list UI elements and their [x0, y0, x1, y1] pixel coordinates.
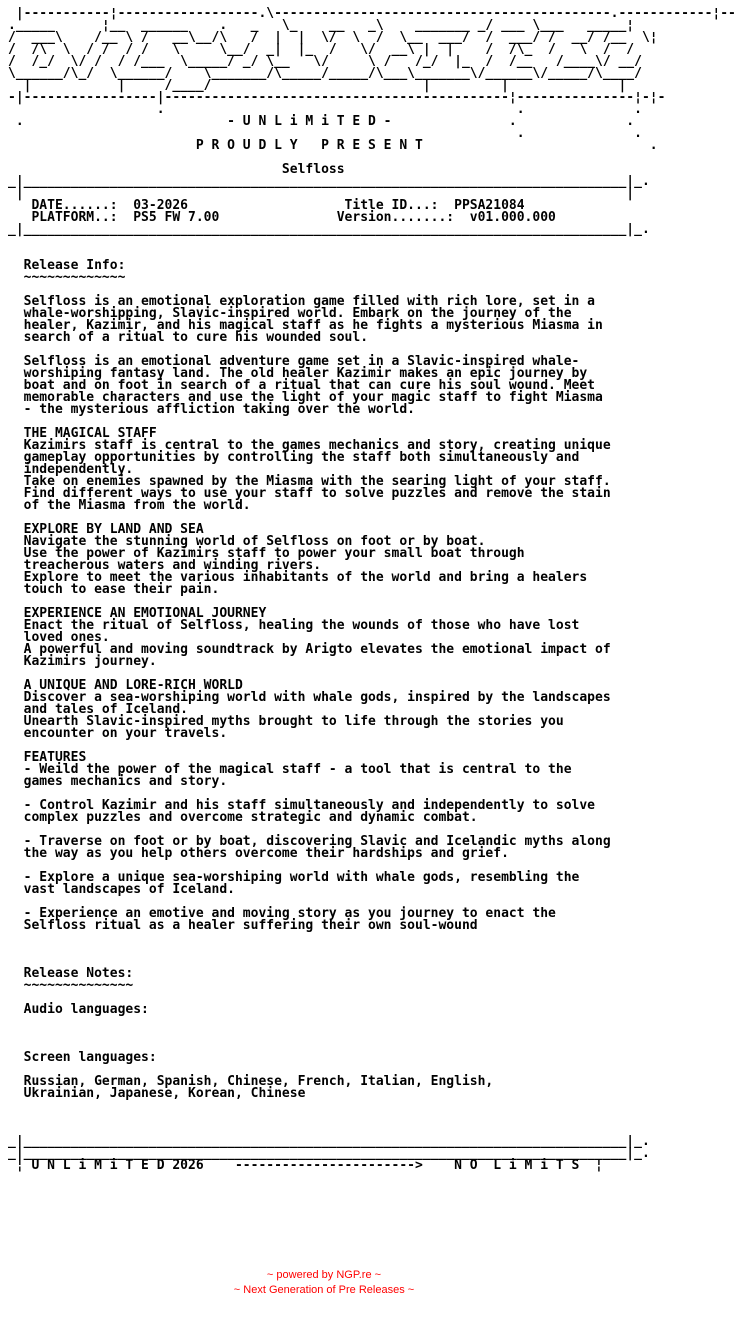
footer-credits [0, 1268, 648, 1298]
tagline-text: ~ Next Generation of Pre Releases ~ [233, 1284, 415, 1296]
nfo-text: |-----------¦------------------.\-------------------------------------------.------------¦-- ._____ ¦__ ______ . _ \_ __ _\ _______ _/ ___ \___ _____¦ / ___\ /__ \ / __\__/\ / | | \/ \ / \__ ___/ / ___/ / __/ /__ \¦ / /\ \ / / / / \ \__/ _| |_ / \/ __\ | | / /\_ / \ / / / /_/ \/ / / /___ \_____/ _/ \__ \/ \ / /_/ |_ / /__ /____\/ __/ \______/\_/ \______/ \_______/\_____/_____/\___\_______\/______\/_____/\____/ | | /____/ | | | -|-----------------|--------------------------------------------¦---------------¦-¦- . . . . - U N L i M i T E D - . . . . P R O U D L Y P R E S E N T . Selfloss _|_____________________________________________________________________________|_. | | DATE......: 03-2026 Title ID...: PPSA21084 PLATFORM..: PS5 FW 7.00 Version.......: v01.000.000 _|_____________________________________________________________________________|_. Release Info: ~~~~~~~~~~~~~ Selfloss is an emotional exploration game filled with rich lore, set in a whale-worshipping, Slavic-inspired world. Embark on the journey of the healer, Kazimir, and his magical staff as he fights a mysterious Miasma in search of a ritual to cure his wounded soul. Selfloss is an emotional adventure game set in a Slavic-inspired whale- worshiping fantasy land. The old healer Kazimir makes an epic journey by boat and on foot in search of a ritual that can cure his soul wound. Meet memorable characters and use the light of your magic staff to fight Miasma - the mysterious affliction taking over the world. THE MAGICAL STAFF Kazimirs staff is central to the games mechanics and story, creating unique gameplay opportunities by controlling the staff both simultaneously and independently. Take on enemies spawned by the Miasma with the searing light of your staff. Find different ways to use your staff to solve puzzles and remove the stain of the Miasma from the world. EXPLORE BY LAND AND SEA Navigate the stunning world of Selfloss on foot or by boat. Use the power of Kazimirs staff to power your small boat through treacherous waters and winding rivers. Explore to meet the various inhabitants of the world and bring a healers touch to ease their pain. EXPERIENCE AN EMOTIONAL JOURNEY Enact the ritual of Selfloss, healing the wounds of those who have lost loved ones. A powerful and moving soundtrack by Arigto elevates the emotional impact of Kazimirs journey. A UNIQUE AND LORE-RICH WORLD Discover a sea-worshiping world with whale gods, inspired by the landscapes and tales of Iceland. Unearth Slavic-inspired myths brought to life through the stories you encounter on your travels. FEATURES - Weild the power of the magical staff - a tool that is central to the games mechanics and story. - Control Kazimir and his staff simultaneously and independently to solve complex puzzles and overcome strategic and dynamic combat. - Traverse on foot or by boat, discovering Slavic and Icelandic myths along the way as you help others overcome their hardships and grief. - Explore a unique sea-worshiping world with whale gods, resembling the vast landscapes of Iceland. - Experience an emotive and moving story as you journey to enact the Selfloss ritual as a healer suffering their own soul-wound Release Notes: ~~~~~~~~~~~~~~ Audio languages: Screen languages: Russian, German, Spanish, Chinese, French, Italian, English, Ukrainian, Japanese, Korean, Chinese _|_____________________________________________________________________________|_. _|_____________________________________________________________________________|_. ¦ U N L i M i T E D 2026 -----------------------> N O L i M i T S ¦ [8, 6, 736, 1173]
powered-by-link[interactable]: ~ powered by NGP.re ~ [266, 1269, 382, 1281]
